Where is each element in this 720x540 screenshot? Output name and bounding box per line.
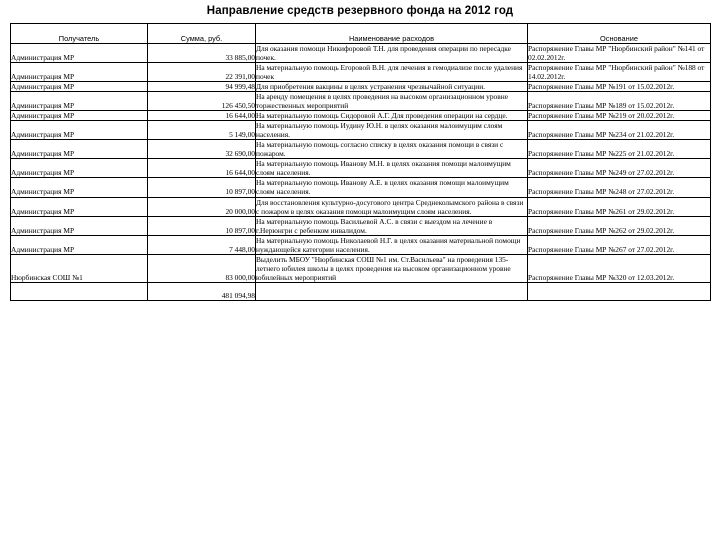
cell-purpose: На материальную помощь согласно списку в целях оказания помощи в связи с пожаром. [256, 140, 528, 159]
cell-amount: 94 999,48 [148, 82, 256, 92]
cell-amount: 5 149,00 [148, 121, 256, 140]
cell-purpose: На аренду помещения в целях проведения на высоком организационном уровне торжественных мероприятий [256, 92, 528, 111]
table-header [11, 24, 711, 44]
cell-recipient: Администрация МР [11, 111, 148, 121]
cell-amount: 22 391,00 [148, 63, 256, 82]
cell-basis: Распоряжение Главы МР №262 от 29.02.2012г. [528, 216, 711, 235]
cell-basis: Распоряжение Главы МР №225 от 21.02.2012г. [528, 140, 711, 159]
cell-purpose: Для приобретения вакцины в целях устранения чрезвычайной ситуации. [256, 82, 528, 92]
cell-recipient: Администрация МР [11, 82, 148, 92]
reserve-fund-table [10, 23, 711, 301]
cell-recipient: Администрация МР [11, 178, 148, 197]
cell-recipient: Администрация МР [11, 235, 148, 254]
column-header-recipient: Получатель [11, 24, 148, 44]
cell-amount: 10 897,00 [148, 178, 256, 197]
table-row [11, 178, 711, 197]
cell-recipient: Администрация МР [11, 44, 148, 63]
cell-basis: Распоряжение Главы МР №189 от 15.02.2012г. [528, 92, 711, 111]
total-cell-recipient [11, 282, 148, 300]
cell-recipient: Администрация МР [11, 159, 148, 178]
table-total-row [11, 282, 711, 300]
cell-recipient: Администрация МР [11, 92, 148, 111]
table-row [11, 197, 711, 216]
cell-recipient: Администрация МР [11, 63, 148, 82]
cell-purpose: На материальную помощь Иванову А.Е. в целях оказания помощи малоимущим слоям населения. [256, 178, 528, 197]
total-cell-basis [528, 282, 711, 300]
page-title: Направление средств резервного фонда на 2012 год [206, 5, 514, 17]
cell-basis: Распоряжение Главы МР №219 от 20.02.2012г. [528, 111, 711, 121]
cell-basis: Распоряжение Главы МР "Нюрбинский район" №141 от 02.02.2012г. [528, 44, 711, 63]
table-row [11, 121, 711, 140]
cell-amount: 126 450,50 [148, 92, 256, 111]
table-row [11, 111, 711, 121]
cell-amount: 16 644,00 [148, 111, 256, 121]
cell-recipient: Администрация МР [11, 197, 148, 216]
table-row [11, 92, 711, 111]
table-row [11, 159, 711, 178]
cell-purpose: Выделить МБОУ "Нюрбинская СОШ №1 им. Ст.Васильева" на проведения 135-летнего юбилея школы в целях проведения на высоком организационном уровне юбилейных мероприятий [256, 254, 528, 282]
column-header-purpose: Наименование расходов [256, 24, 528, 44]
cell-recipient: Администрация МР [11, 216, 148, 235]
table-row [11, 254, 711, 282]
cell-purpose: На материальную помощь Сидоровой А.Г. Для проведения операции на сердце. [256, 111, 528, 121]
cell-purpose: На материальную помощь Васильевой А.С. в связи с выездом на лечение в г.Нерюнгри с ребенком инвалидом. [256, 216, 528, 235]
table-row [11, 140, 711, 159]
cell-amount: 16 644,00 [148, 159, 256, 178]
cell-purpose: На материальную помощь Иудину Ю.Н. в целях оказания малоимущим слоям населения. [256, 121, 528, 140]
cell-recipient: Администрация МР [11, 140, 148, 159]
cell-amount: 32 690,00 [148, 140, 256, 159]
cell-basis: Распоряжение Главы МР №248 от 27.02.2012г. [528, 178, 711, 197]
cell-basis: Распоряжение Главы МР №261 от 29.02.2012г. [528, 197, 711, 216]
cell-recipient: Администрация МР [11, 121, 148, 140]
cell-basis: Распоряжение Главы МР "Нюрбинский район" №188 от 14.02.2012г. [528, 63, 711, 82]
cell-purpose: Для оказания помощи Никифоровой Т.Н. для проведения операции по пересадке почек. [256, 44, 528, 63]
cell-basis: Распоряжение Главы МР №249 от 27.02.2012г. [528, 159, 711, 178]
cell-purpose: Для восстановления культурно-досугового центра Среднеколымского района в связи с пожаром в целях оказания помощи малоимущим слоям населения. [256, 197, 528, 216]
total-amount: 481 094,98 [148, 282, 256, 300]
cell-basis: Распоряжение Главы МР №234 от 21.02.2012г. [528, 121, 711, 140]
cell-recipient: Нюрбинская СОШ №1 [11, 254, 148, 282]
table-row [11, 63, 711, 82]
total-cell-purpose [256, 282, 528, 300]
cell-purpose: На материальную помощь Николаевой Н.Г. в целях оказания материальной помощи нуждающейся категории населения. [256, 235, 528, 254]
cell-purpose: На материальную помощь Иванову М.Н. в целях оказания помощи малоимущим слоям населения. [256, 159, 528, 178]
cell-amount: 20 000,00 [148, 197, 256, 216]
cell-amount: 7 448,00 [148, 235, 256, 254]
column-header-amount: Сумма, руб. [148, 24, 256, 44]
cell-purpose: На материальную помощь Егоровой В.Н. для лечения в гемодиализе после удаления почек [256, 63, 528, 82]
cell-amount: 83 000,00 [148, 254, 256, 282]
cell-basis: Распоряжение Главы МР №320 от 12.03.2012г. [528, 254, 711, 282]
table-body [11, 44, 711, 301]
cell-basis: Распоряжение Главы МР №267 от 27.02.2012г. [528, 235, 711, 254]
table-row [11, 216, 711, 235]
column-header-basis: Основание [528, 24, 711, 44]
cell-basis: Распоряжение Главы МР №191 от 15.02.2012г. [528, 82, 711, 92]
cell-amount: 10 897,00 [148, 216, 256, 235]
table-row [11, 82, 711, 92]
table-row [11, 44, 711, 63]
table-header-row [11, 24, 711, 44]
cell-amount: 33 885,00 [148, 44, 256, 63]
table-row [11, 235, 711, 254]
